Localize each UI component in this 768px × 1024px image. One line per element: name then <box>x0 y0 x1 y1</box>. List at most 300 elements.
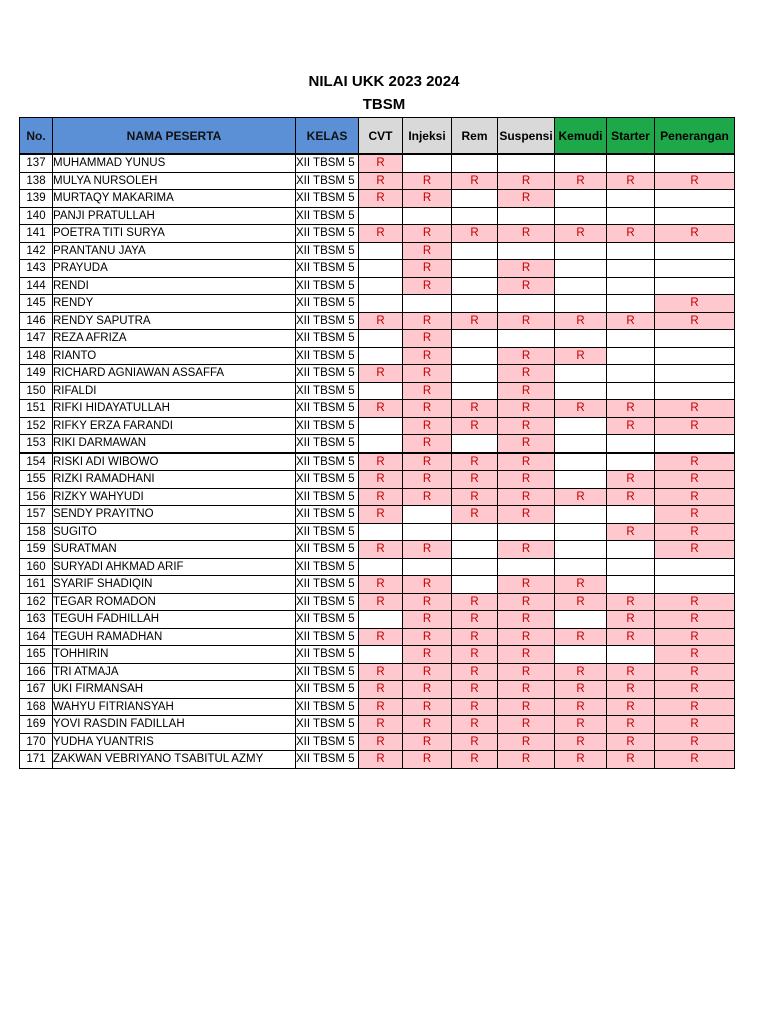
score-penerangan: R <box>655 698 735 716</box>
score-kemudi <box>555 242 607 260</box>
table-row <box>20 506 735 524</box>
score-injeksi: R <box>403 417 452 435</box>
score-penerangan <box>655 260 735 278</box>
participant-name: YOVI RASDIN FADILLAH <box>53 716 296 734</box>
participant-name: SURYADI AHKMAD ARIF <box>53 558 296 576</box>
row-number: 162 <box>20 593 53 611</box>
score-penerangan: R <box>655 417 735 435</box>
participant-name: TOHHIRIN <box>53 646 296 664</box>
score-kemudi <box>555 611 607 629</box>
row-number: 140 <box>20 207 53 225</box>
score-suspensi <box>498 242 555 260</box>
score-injeksi: R <box>403 312 452 330</box>
score-rem <box>452 523 498 541</box>
score-cvt: R <box>359 488 403 506</box>
score-suspensi: R <box>498 172 555 190</box>
score-penerangan: R <box>655 295 735 313</box>
score-rem <box>452 207 498 225</box>
table-row <box>20 628 735 646</box>
score-kemudi <box>555 260 607 278</box>
score-kemudi: R <box>555 593 607 611</box>
score-cvt: R <box>359 453 403 471</box>
row-number: 137 <box>20 154 53 172</box>
score-suspensi: R <box>498 506 555 524</box>
class-name: XII TBSM 5 <box>296 260 359 278</box>
score-kemudi: R <box>555 716 607 734</box>
score-starter: R <box>607 698 655 716</box>
participant-name: SENDY PRAYITNO <box>53 506 296 524</box>
table-row <box>20 681 735 699</box>
score-injeksi: R <box>403 488 452 506</box>
score-kemudi: R <box>555 751 607 769</box>
score-suspensi: R <box>498 312 555 330</box>
row-number: 169 <box>20 716 53 734</box>
score-starter: R <box>607 400 655 418</box>
participant-name: RIANTO <box>53 347 296 365</box>
participant-name: RENDY SAPUTRA <box>53 312 296 330</box>
class-name: XII TBSM 5 <box>296 312 359 330</box>
score-injeksi: R <box>403 453 452 471</box>
score-cvt: R <box>359 506 403 524</box>
score-starter <box>607 382 655 400</box>
header-no: No. <box>20 118 53 155</box>
score-cvt: R <box>359 471 403 489</box>
table-row <box>20 172 735 190</box>
score-starter: R <box>607 523 655 541</box>
score-suspensi: R <box>498 593 555 611</box>
row-number: 151 <box>20 400 53 418</box>
score-starter: R <box>607 751 655 769</box>
score-suspensi: R <box>498 646 555 664</box>
class-name: XII TBSM 5 <box>296 733 359 751</box>
row-number: 147 <box>20 330 53 348</box>
score-suspensi: R <box>498 733 555 751</box>
score-cvt <box>359 558 403 576</box>
score-injeksi <box>403 154 452 172</box>
score-starter: R <box>607 628 655 646</box>
score-kemudi: R <box>555 347 607 365</box>
score-rem: R <box>452 751 498 769</box>
row-number: 166 <box>20 663 53 681</box>
table-row <box>20 716 735 734</box>
header-penerangan: Penerangan <box>655 118 735 155</box>
score-rem <box>452 330 498 348</box>
header-cvt: CVT <box>359 118 403 155</box>
class-name: XII TBSM 5 <box>296 330 359 348</box>
score-injeksi: R <box>403 400 452 418</box>
score-kemudi: R <box>555 681 607 699</box>
score-suspensi: R <box>498 628 555 646</box>
class-name: XII TBSM 5 <box>296 751 359 769</box>
score-starter: R <box>607 488 655 506</box>
class-name: XII TBSM 5 <box>296 295 359 313</box>
table-row <box>20 260 735 278</box>
participant-name: MULYA NURSOLEH <box>53 172 296 190</box>
score-starter <box>607 347 655 365</box>
score-injeksi: R <box>403 611 452 629</box>
score-injeksi: R <box>403 242 452 260</box>
participant-name: MUHAMMAD YUNUS <box>53 154 296 172</box>
class-name: XII TBSM 5 <box>296 698 359 716</box>
score-kemudi: R <box>555 733 607 751</box>
score-suspensi: R <box>498 681 555 699</box>
participant-name: UKI FIRMANSAH <box>53 681 296 699</box>
score-injeksi: R <box>403 347 452 365</box>
score-starter <box>607 646 655 664</box>
score-injeksi: R <box>403 628 452 646</box>
score-rem: R <box>452 488 498 506</box>
score-cvt: R <box>359 400 403 418</box>
row-number: 170 <box>20 733 53 751</box>
score-suspensi: R <box>498 488 555 506</box>
score-injeksi: R <box>403 716 452 734</box>
score-rem <box>452 365 498 383</box>
class-name: XII TBSM 5 <box>296 400 359 418</box>
score-suspensi: R <box>498 453 555 471</box>
class-name: XII TBSM 5 <box>296 277 359 295</box>
score-starter: R <box>607 716 655 734</box>
table-row <box>20 154 735 172</box>
class-name: XII TBSM 5 <box>296 242 359 260</box>
score-kemudi <box>555 382 607 400</box>
score-suspensi: R <box>498 435 555 453</box>
score-cvt: R <box>359 312 403 330</box>
score-penerangan: R <box>655 400 735 418</box>
score-penerangan: R <box>655 312 735 330</box>
score-rem <box>452 277 498 295</box>
participant-name: TRI ATMAJA <box>53 663 296 681</box>
score-suspensi: R <box>498 576 555 594</box>
participant-name: RISKI ADI WIBOWO <box>53 453 296 471</box>
class-name: XII TBSM 5 <box>296 488 359 506</box>
table-row <box>20 733 735 751</box>
row-number: 142 <box>20 242 53 260</box>
score-suspensi <box>498 558 555 576</box>
score-suspensi: R <box>498 277 555 295</box>
score-penerangan <box>655 277 735 295</box>
score-kemudi <box>555 646 607 664</box>
participant-name: REZA AFRIZA <box>53 330 296 348</box>
score-rem: R <box>452 663 498 681</box>
score-penerangan <box>655 365 735 383</box>
score-kemudi <box>555 330 607 348</box>
row-number: 149 <box>20 365 53 383</box>
score-cvt <box>359 330 403 348</box>
score-cvt: R <box>359 698 403 716</box>
score-rem: R <box>452 471 498 489</box>
score-penerangan <box>655 190 735 208</box>
score-injeksi: R <box>403 365 452 383</box>
score-penerangan <box>655 207 735 225</box>
score-injeksi: R <box>403 733 452 751</box>
table-row <box>20 593 735 611</box>
score-cvt: R <box>359 541 403 559</box>
row-number: 156 <box>20 488 53 506</box>
table-row <box>20 611 735 629</box>
score-suspensi: R <box>498 751 555 769</box>
row-number: 144 <box>20 277 53 295</box>
score-injeksi: R <box>403 593 452 611</box>
score-kemudi <box>555 471 607 489</box>
score-injeksi: R <box>403 681 452 699</box>
table-row <box>20 488 735 506</box>
row-number: 146 <box>20 312 53 330</box>
score-rem: R <box>452 681 498 699</box>
table-row <box>20 207 735 225</box>
score-suspensi <box>498 207 555 225</box>
score-suspensi: R <box>498 698 555 716</box>
participant-name: PANJI PRATULLAH <box>53 207 296 225</box>
score-kemudi: R <box>555 225 607 243</box>
class-name: XII TBSM 5 <box>296 347 359 365</box>
participant-name: YUDHA YUANTRIS <box>53 733 296 751</box>
table-row <box>20 277 735 295</box>
score-cvt: R <box>359 172 403 190</box>
header-kelas: KELAS <box>296 118 359 155</box>
score-starter <box>607 295 655 313</box>
score-penerangan: R <box>655 593 735 611</box>
score-injeksi: R <box>403 471 452 489</box>
table-row <box>20 312 735 330</box>
table-header <box>20 118 735 155</box>
score-cvt: R <box>359 190 403 208</box>
score-rem: R <box>452 646 498 664</box>
score-starter <box>607 190 655 208</box>
score-cvt: R <box>359 751 403 769</box>
class-name: XII TBSM 5 <box>296 435 359 453</box>
score-suspensi: R <box>498 417 555 435</box>
score-kemudi <box>555 277 607 295</box>
score-suspensi: R <box>498 716 555 734</box>
row-number: 159 <box>20 541 53 559</box>
score-penerangan: R <box>655 646 735 664</box>
score-starter <box>607 435 655 453</box>
score-rem: R <box>452 611 498 629</box>
table-row <box>20 558 735 576</box>
class-name: XII TBSM 5 <box>296 646 359 664</box>
score-kemudi <box>555 365 607 383</box>
score-injeksi: R <box>403 698 452 716</box>
score-starter <box>607 506 655 524</box>
score-suspensi: R <box>498 365 555 383</box>
score-cvt <box>359 417 403 435</box>
participant-name: MURTAQY MAKARIMA <box>53 190 296 208</box>
row-number: 148 <box>20 347 53 365</box>
score-kemudi: R <box>555 400 607 418</box>
score-rem <box>452 260 498 278</box>
score-rem: R <box>452 506 498 524</box>
score-cvt <box>359 435 403 453</box>
score-injeksi: R <box>403 172 452 190</box>
row-number: 138 <box>20 172 53 190</box>
participant-name: RIZKY WAHYUDI <box>53 488 296 506</box>
table-row <box>20 663 735 681</box>
row-number: 139 <box>20 190 53 208</box>
score-cvt: R <box>359 628 403 646</box>
participant-name: PRAYUDA <box>53 260 296 278</box>
score-penerangan: R <box>655 663 735 681</box>
participant-name: RIFALDI <box>53 382 296 400</box>
score-rem: R <box>452 698 498 716</box>
score-starter <box>607 154 655 172</box>
class-name: XII TBSM 5 <box>296 558 359 576</box>
header-nama-peserta: NAMA PESERTA <box>53 118 296 155</box>
participant-name: RICHARD AGNIAWAN ASSAFFA <box>53 365 296 383</box>
table-body <box>20 154 735 768</box>
class-name: XII TBSM 5 <box>296 663 359 681</box>
participant-name: RIKI DARMAWAN <box>53 435 296 453</box>
header-starter: Starter <box>607 118 655 155</box>
participant-name: SUGITO <box>53 523 296 541</box>
participant-name: TEGUH FADHILLAH <box>53 611 296 629</box>
class-name: XII TBSM 5 <box>296 382 359 400</box>
score-cvt: R <box>359 663 403 681</box>
score-penerangan <box>655 330 735 348</box>
score-suspensi <box>498 154 555 172</box>
score-suspensi: R <box>498 663 555 681</box>
score-starter: R <box>607 593 655 611</box>
row-number: 168 <box>20 698 53 716</box>
class-name: XII TBSM 5 <box>296 716 359 734</box>
score-rem <box>452 154 498 172</box>
table-row <box>20 646 735 664</box>
score-injeksi: R <box>403 260 452 278</box>
score-cvt: R <box>359 576 403 594</box>
score-table <box>19 117 735 769</box>
score-cvt: R <box>359 593 403 611</box>
score-starter <box>607 330 655 348</box>
score-kemudi: R <box>555 576 607 594</box>
score-penerangan: R <box>655 488 735 506</box>
row-number: 157 <box>20 506 53 524</box>
participant-name: TEGAR ROMADON <box>53 593 296 611</box>
class-name: XII TBSM 5 <box>296 154 359 172</box>
score-kemudi <box>555 295 607 313</box>
score-kemudi <box>555 435 607 453</box>
header-injeksi: Injeksi <box>403 118 452 155</box>
score-rem: R <box>452 400 498 418</box>
score-rem: R <box>452 628 498 646</box>
table-row <box>20 576 735 594</box>
table-row <box>20 453 735 471</box>
score-penerangan: R <box>655 611 735 629</box>
score-injeksi: R <box>403 576 452 594</box>
score-injeksi: R <box>403 382 452 400</box>
score-starter: R <box>607 225 655 243</box>
row-number: 171 <box>20 751 53 769</box>
score-injeksi: R <box>403 190 452 208</box>
participant-name: TEGUH RAMADHAN <box>53 628 296 646</box>
score-rem <box>452 435 498 453</box>
table-row <box>20 347 735 365</box>
class-name: XII TBSM 5 <box>296 417 359 435</box>
class-name: XII TBSM 5 <box>296 681 359 699</box>
participant-name: POETRA TITI SURYA <box>53 225 296 243</box>
score-penerangan <box>655 558 735 576</box>
class-name: XII TBSM 5 <box>296 365 359 383</box>
table-row <box>20 242 735 260</box>
score-kemudi <box>555 506 607 524</box>
participant-name: RENDY <box>53 295 296 313</box>
score-penerangan: R <box>655 453 735 471</box>
score-cvt <box>359 242 403 260</box>
score-cvt <box>359 382 403 400</box>
score-kemudi <box>555 558 607 576</box>
score-injeksi <box>403 295 452 313</box>
score-kemudi: R <box>555 172 607 190</box>
score-rem <box>452 190 498 208</box>
row-number: 163 <box>20 611 53 629</box>
participant-name: RIFKY ERZA FARANDI <box>53 417 296 435</box>
class-name: XII TBSM 5 <box>296 593 359 611</box>
table-row <box>20 417 735 435</box>
score-kemudi <box>555 453 607 471</box>
table-row <box>20 435 735 453</box>
class-name: XII TBSM 5 <box>296 541 359 559</box>
score-penerangan: R <box>655 541 735 559</box>
row-number: 155 <box>20 471 53 489</box>
score-starter: R <box>607 417 655 435</box>
score-starter <box>607 277 655 295</box>
table-row <box>20 225 735 243</box>
score-suspensi <box>498 295 555 313</box>
score-starter: R <box>607 663 655 681</box>
score-cvt <box>359 523 403 541</box>
score-suspensi: R <box>498 400 555 418</box>
score-rem: R <box>452 312 498 330</box>
score-suspensi: R <box>498 347 555 365</box>
score-suspensi: R <box>498 190 555 208</box>
header-suspensi: Suspensi <box>498 118 555 155</box>
score-cvt: R <box>359 225 403 243</box>
table-row <box>20 541 735 559</box>
header-kemudi: Kemudi <box>555 118 607 155</box>
score-rem: R <box>452 225 498 243</box>
header-rem: Rem <box>452 118 498 155</box>
document-title: NILAI UKK 2023 2024 <box>308 73 460 90</box>
score-penerangan <box>655 435 735 453</box>
score-penerangan <box>655 242 735 260</box>
score-starter <box>607 576 655 594</box>
score-injeksi: R <box>403 646 452 664</box>
score-starter <box>607 260 655 278</box>
score-cvt <box>359 277 403 295</box>
score-kemudi: R <box>555 488 607 506</box>
score-rem: R <box>452 417 498 435</box>
class-name: XII TBSM 5 <box>296 576 359 594</box>
table-row <box>20 523 735 541</box>
score-kemudi: R <box>555 628 607 646</box>
score-suspensi: R <box>498 225 555 243</box>
score-penerangan <box>655 347 735 365</box>
score-cvt <box>359 295 403 313</box>
row-number: 141 <box>20 225 53 243</box>
class-name: XII TBSM 5 <box>296 471 359 489</box>
score-cvt <box>359 260 403 278</box>
score-penerangan: R <box>655 172 735 190</box>
table-row <box>20 400 735 418</box>
score-starter <box>607 207 655 225</box>
score-injeksi: R <box>403 330 452 348</box>
score-injeksi: R <box>403 225 452 243</box>
score-kemudi: R <box>555 663 607 681</box>
class-name: XII TBSM 5 <box>296 506 359 524</box>
score-injeksi <box>403 523 452 541</box>
score-starter: R <box>607 471 655 489</box>
participant-name: PRANTANU JAYA <box>53 242 296 260</box>
score-kemudi <box>555 154 607 172</box>
score-rem <box>452 558 498 576</box>
